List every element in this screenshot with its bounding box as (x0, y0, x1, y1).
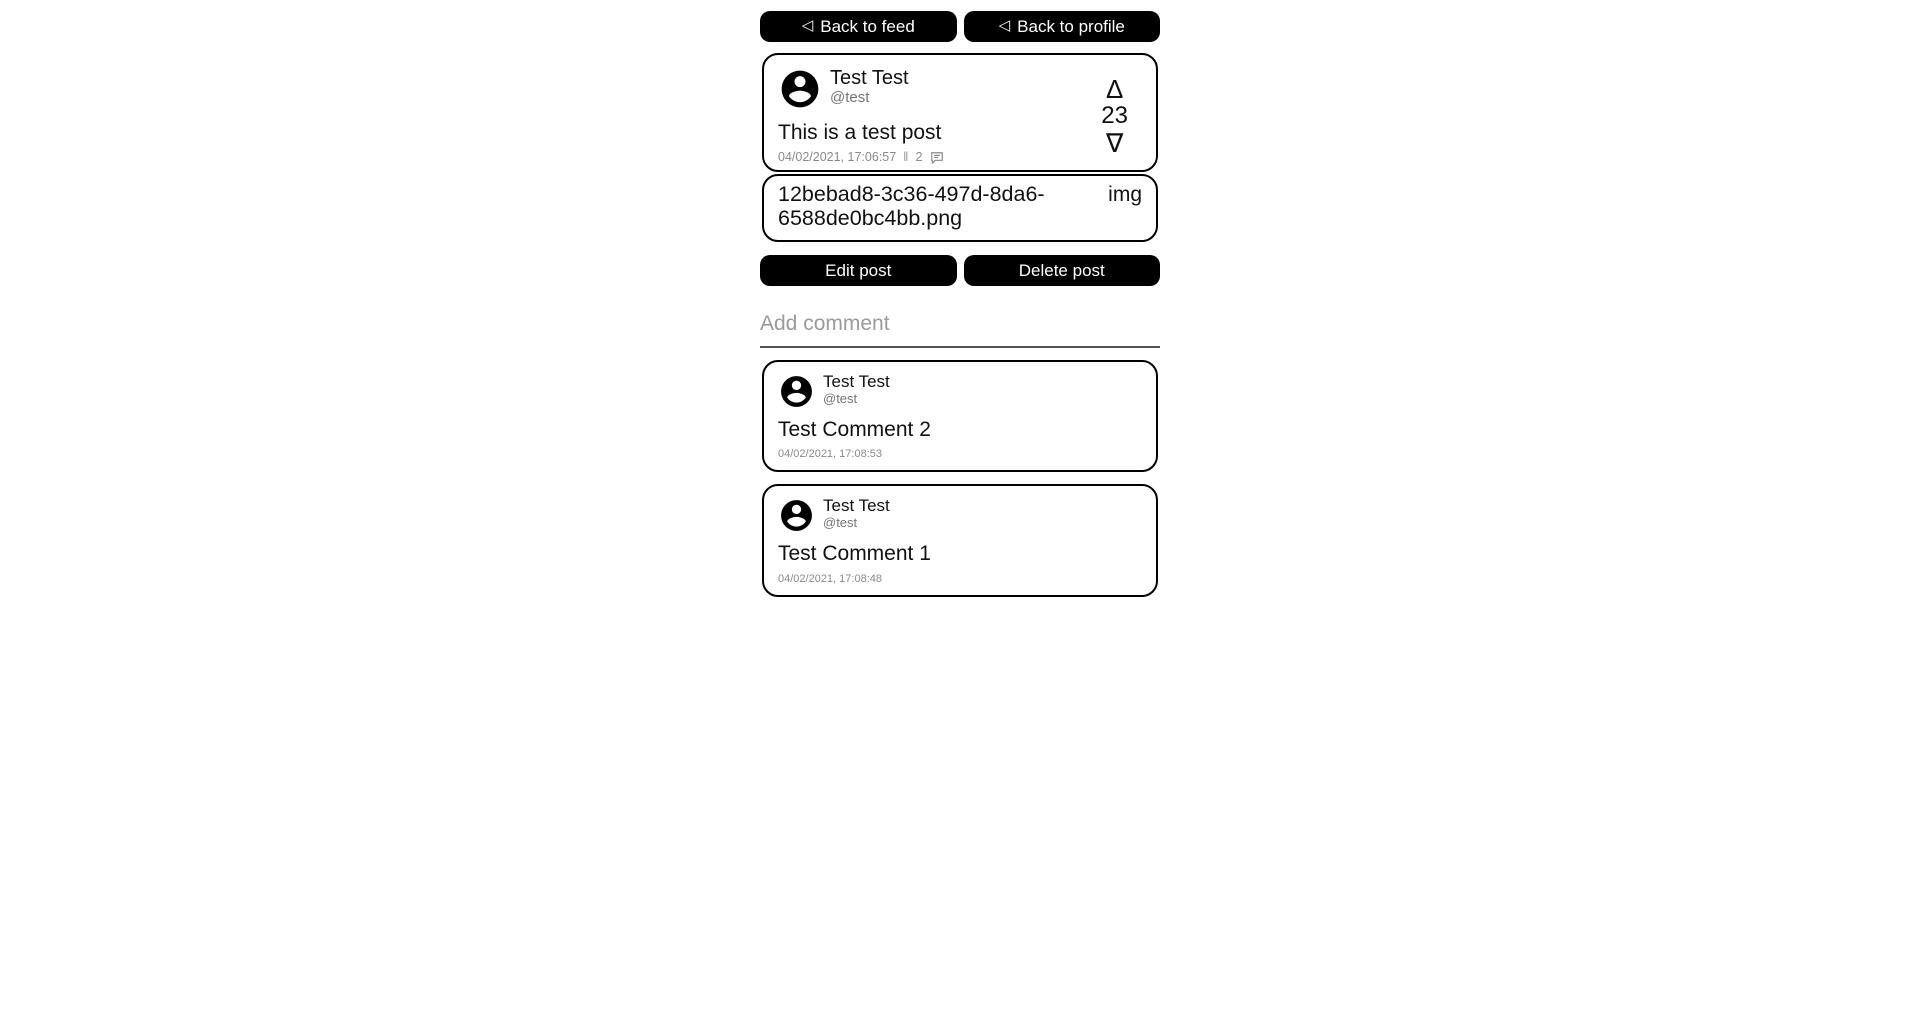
nav-button-row (760, 11, 1160, 42)
attachment-card[interactable] (762, 174, 1158, 242)
back-to-feed-button[interactable] (760, 11, 957, 42)
add-comment-input[interactable] (760, 309, 1160, 348)
post-meta-row (778, 149, 1095, 164)
attachment-filename: 12bebad8-3c36-497d-8da6-6588de0bc4bb.png (778, 182, 1045, 230)
post-text: This is a test post (778, 121, 942, 144)
post-author-row (778, 67, 1095, 111)
comment-text: Test Comment 1 (778, 542, 931, 566)
vote-column (1095, 67, 1142, 164)
comment-text: Test Comment 2 (778, 418, 931, 442)
comment-bubble-icon (930, 151, 944, 165)
comment-card (762, 484, 1158, 596)
account-circle-icon (778, 497, 815, 534)
comment-author-names (823, 497, 890, 531)
comment-author-handle: @test (823, 515, 858, 531)
comment-card (762, 360, 1158, 472)
comment-timestamp: 04/02/2021, 17:08:53 (778, 448, 882, 461)
post-actions-row (760, 255, 1160, 286)
post-author-name: Test Test (830, 67, 909, 89)
comment-author-names (823, 373, 890, 407)
upvote-button[interactable]: Δ (1105, 73, 1124, 104)
comment-author-row (778, 497, 1142, 534)
attachment-type-label: img (1108, 183, 1142, 207)
comment-timestamp: 04/02/2021, 17:08:48 (778, 572, 882, 585)
back-to-profile-button[interactable] (964, 11, 1161, 42)
back-to-profile-label: Back to profile (1017, 17, 1125, 36)
post-author-names (830, 67, 909, 107)
account-circle-icon (778, 67, 822, 111)
comment-author-name: Test Test (823, 496, 890, 516)
edit-post-button[interactable] (760, 255, 957, 286)
edit-post-label: Edit post (825, 261, 892, 281)
account-circle-icon (778, 373, 815, 410)
post-card (762, 53, 1158, 172)
downvote-button[interactable]: ∇ (1105, 127, 1124, 158)
comment-count: 2 (915, 149, 923, 164)
back-arrow-icon: ◁ (801, 17, 814, 34)
back-to-feed-label: Back to feed (820, 17, 915, 36)
delete-post-button[interactable] (964, 255, 1161, 286)
vote-score: 23 (1101, 101, 1128, 129)
comment-author-handle: @test (823, 391, 858, 407)
comment-author-name: Test Test (823, 372, 890, 392)
post-body (778, 67, 1095, 164)
post-author-handle: @test (830, 89, 870, 106)
back-arrow-icon: ◁ (998, 17, 1011, 34)
delete-post-label: Delete post (1018, 261, 1105, 281)
content-column (760, 11, 1160, 597)
comment-author-row (778, 373, 1142, 410)
post-timestamp: 04/02/2021, 17:06:57 (778, 149, 897, 164)
meta-separator: ‖ (903, 149, 909, 165)
